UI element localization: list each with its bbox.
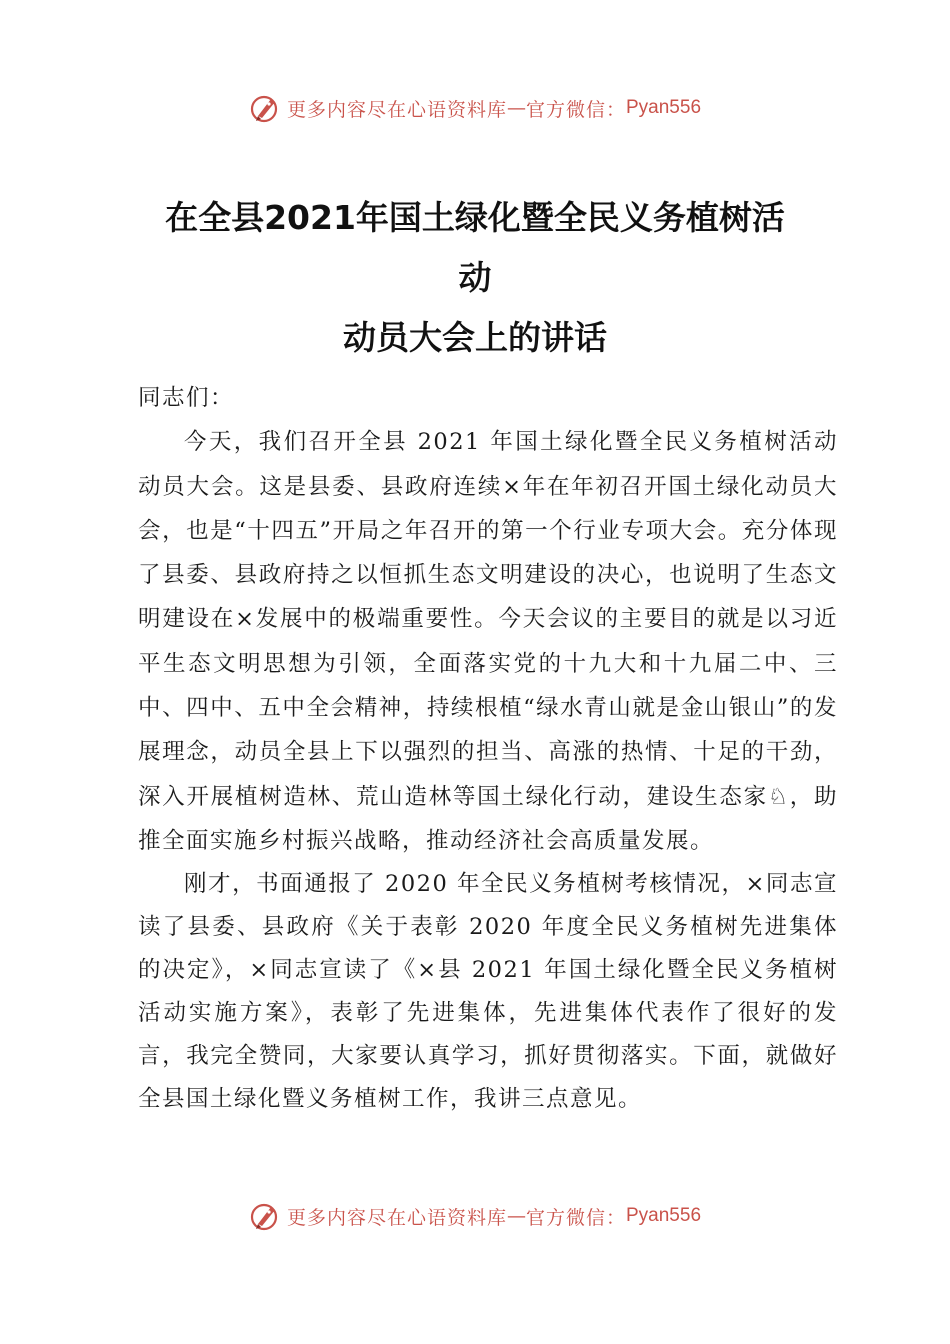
banner-wechat-id: Pyan556 [626,97,702,118]
banner-separator: — [506,1205,526,1227]
banner-wechat-id: Pyan556 [626,1205,702,1226]
title-line-3: 动员大会上的讲话 [343,318,607,357]
title-line-1: 在全县2021年国土绿化暨全民义务植树活 [165,198,785,237]
pen-nib-logo-icon [249,1200,281,1232]
banner-wechat-label: 官方微信： [525,1206,626,1229]
header-banner [0,88,950,128]
footer-banner [0,1196,950,1236]
banner-brand: 更多内容尽在心语资料库 [286,98,507,121]
title-line-2: 动 [458,258,492,297]
salutation: 同志们： [138,385,235,411]
pen-nib-logo-icon [249,92,281,124]
banner-wechat-label: 官方微信： [525,98,626,121]
banner-brand: 更多内容尽在心语资料库 [286,1206,507,1229]
banner-separator: — [506,97,526,119]
paragraph: 刚才，书面通报了 2020 年全民义务植树考核情况，×同志宣读了县委、县政府《关于表彰 2020 年度全民义务植树先进集体的决定》，×同志宣读了《×县 2021 年国土绿化暨全民义务植树活动实施方案》，表彰了先进集体，先进集体代表作了很好的发言，我完全赞同，大家要认真学习，抓好贯彻落实。下面，就做好全县国土绿化暨义务植树工作，我讲三点意见。 [138,871,838,1113]
document-body [138,376,838,1121]
paragraph: 今天，我们召开全县 2021 年国土绿化暨全民义务植树活动动员大会。这是县委、县政府连续×年在年初召开国土绿化动员大会，也是“十四五”开局之年召开的第一个行业专项大会。充分体现了县委、县政府持之以恒抓生态文明建设的决心，也说明了生态文明建设在×发展中的极端重要性。今天会议的主要目的就是以习近平生态文明思想为引领，全面落实党的十九大和十九届二中、三中、四中、五中全会精神，持续根植“绿水青山就是金山银山”的发展理念，动员全县上下以强烈的担当、高涨的热情、十足的干劲，深入开展植树造林、荒山造林等国土绿化行动，建设生态家♘，助推全面实施乡村振兴战略，推动经济社会高质量发展。 [138,429,838,854]
document-title [100,188,850,368]
